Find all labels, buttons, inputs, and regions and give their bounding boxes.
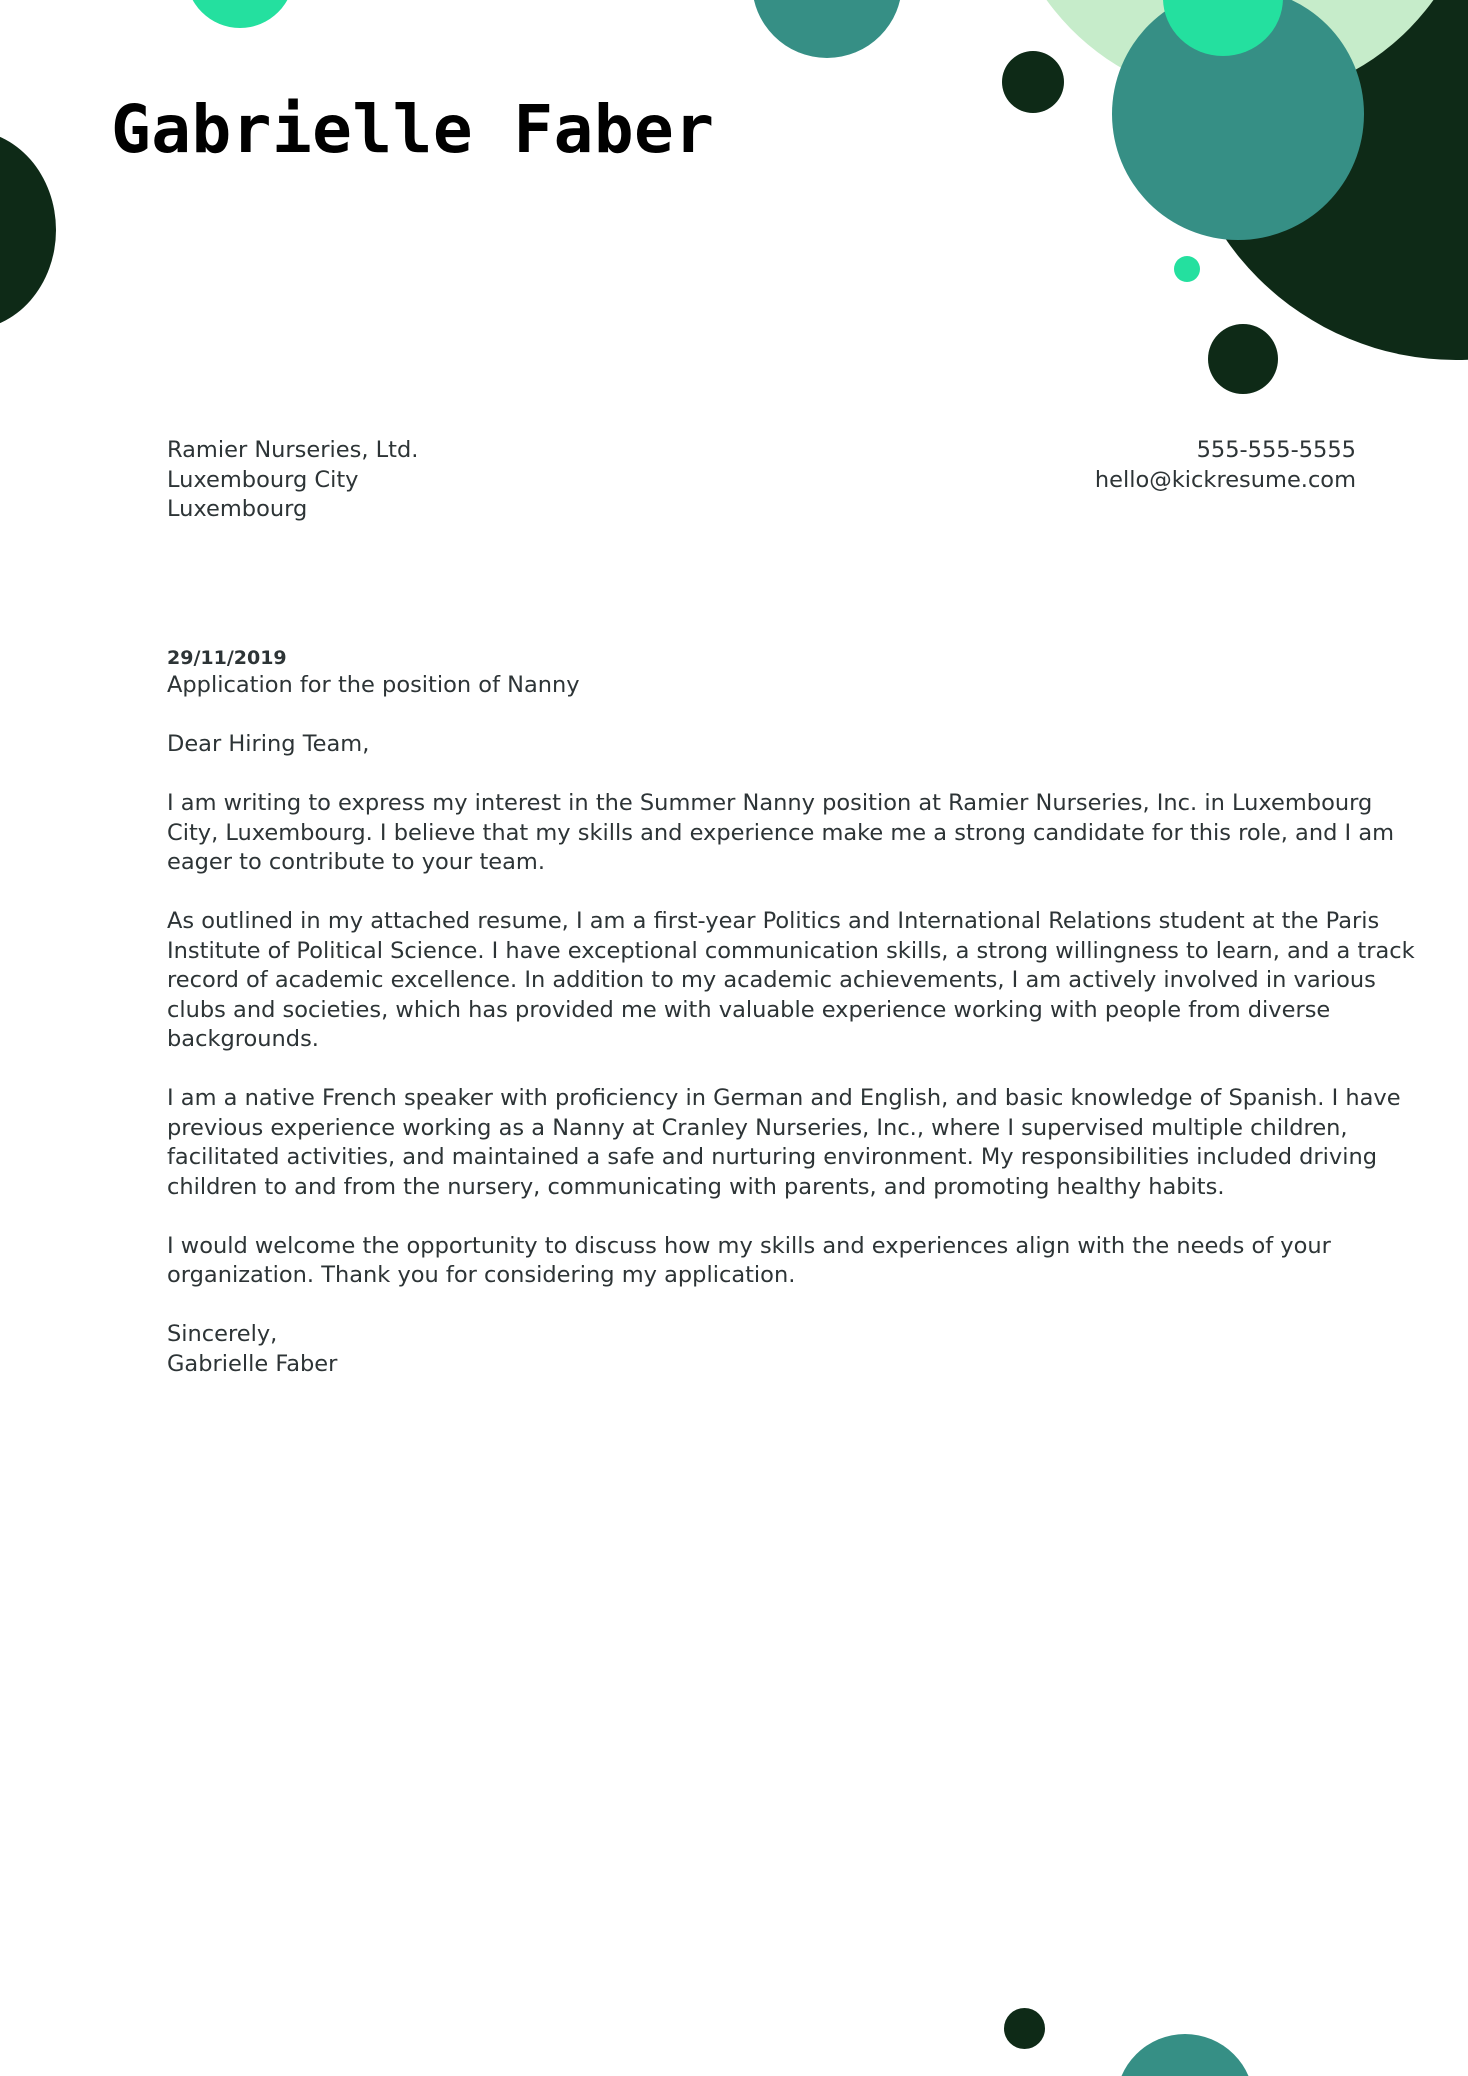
decor-circle-dark-left-edge <box>0 130 56 330</box>
decor-circle-dark-small-top <box>1002 51 1064 113</box>
salutation-line: Dear Hiring Team, <box>167 731 370 757</box>
letter-paragraph-4 <box>167 1232 1367 1291</box>
sender-contact <box>1095 436 1356 495</box>
letter-subject <box>167 671 1367 701</box>
paragraph-line: Institute of Political Science. I have exceptional communication skills, a strong willingness to learn, and a track <box>167 937 1415 964</box>
contact-phone: 555-555-5555 <box>1196 437 1356 463</box>
letter-date: 29/11/2019 <box>167 647 287 669</box>
decor-circle-teal-top-center <box>752 0 902 58</box>
letter-paragraph-2 <box>167 907 1415 1055</box>
signature-line: Gabrielle Faber <box>167 1350 338 1377</box>
paragraph-line: I would welcome the opportunity to discuss how my skills and experiences align with the needs of your <box>167 1232 1331 1259</box>
paragraph-line: previous experience working as a Nanny at Cranley Nurseries, Inc., where I supervised multiple children, <box>167 1114 1348 1141</box>
decor-circle-dark-bottom <box>1004 2008 1045 2049</box>
decor-circle-dark-medium <box>1208 324 1278 394</box>
letter-body <box>167 645 1415 1409</box>
paragraph-line: I am a native French speaker with proficiency in German and English, and basic knowledge of Spanish. I have <box>167 1085 1401 1111</box>
decor-circle-teal-bottom <box>1116 2034 1254 2076</box>
paragraph-line: backgrounds. <box>167 1026 319 1052</box>
recipient-country: Luxembourg <box>167 496 308 522</box>
paragraph-line: As outlined in my attached resume, I am a first-year Politics and International Relations student at the Paris <box>167 908 1380 934</box>
contact-email: hello@kickresume.com <box>1094 466 1356 493</box>
letter-paragraph-3 <box>167 1084 1401 1202</box>
paragraph-line: City, Luxembourg. I believe that my skills and experience make me a strong candidate for this role, and I am <box>167 819 1395 846</box>
letter-salutation <box>167 730 1367 760</box>
recipient-address <box>167 436 418 525</box>
closing-line: Sincerely, <box>167 1321 278 1347</box>
letter-closing <box>167 1320 1367 1379</box>
decor-circle-mint-top-left <box>186 0 294 28</box>
paragraph-line: I am writing to express my interest in the Summer Nanny position at Ramier Nurseries, Inc. in Luxembourg <box>167 790 1373 816</box>
recipient-city: Luxembourg City <box>167 466 359 493</box>
author-name-heading: Gabrielle Faber <box>111 91 715 168</box>
paragraph-line: organization. Thank you for considering my application. <box>167 1262 796 1288</box>
paragraph-line: clubs and societies, which has provided me with valuable experience working with people from diverse <box>167 996 1331 1023</box>
recipient-company: Ramier Nurseries, Ltd. <box>167 437 419 463</box>
decor-dot-mint <box>1174 256 1200 282</box>
letter-paragraph-1 <box>167 789 1395 878</box>
subject-line: Application for the position of Nanny <box>167 672 580 698</box>
paragraph-line: facilitated activities, and maintained a safe and nurturing environment. My responsibilities included driving <box>167 1144 1378 1170</box>
paragraph-line: children to and from the nursery, communicating with parents, and promoting healthy habits. <box>167 1173 1225 1200</box>
paragraph-line: record of academic excellence. In addition to my academic achievements, I am actively involved in various <box>167 967 1376 993</box>
paragraph-line: eager to contribute to your team. <box>167 849 545 875</box>
